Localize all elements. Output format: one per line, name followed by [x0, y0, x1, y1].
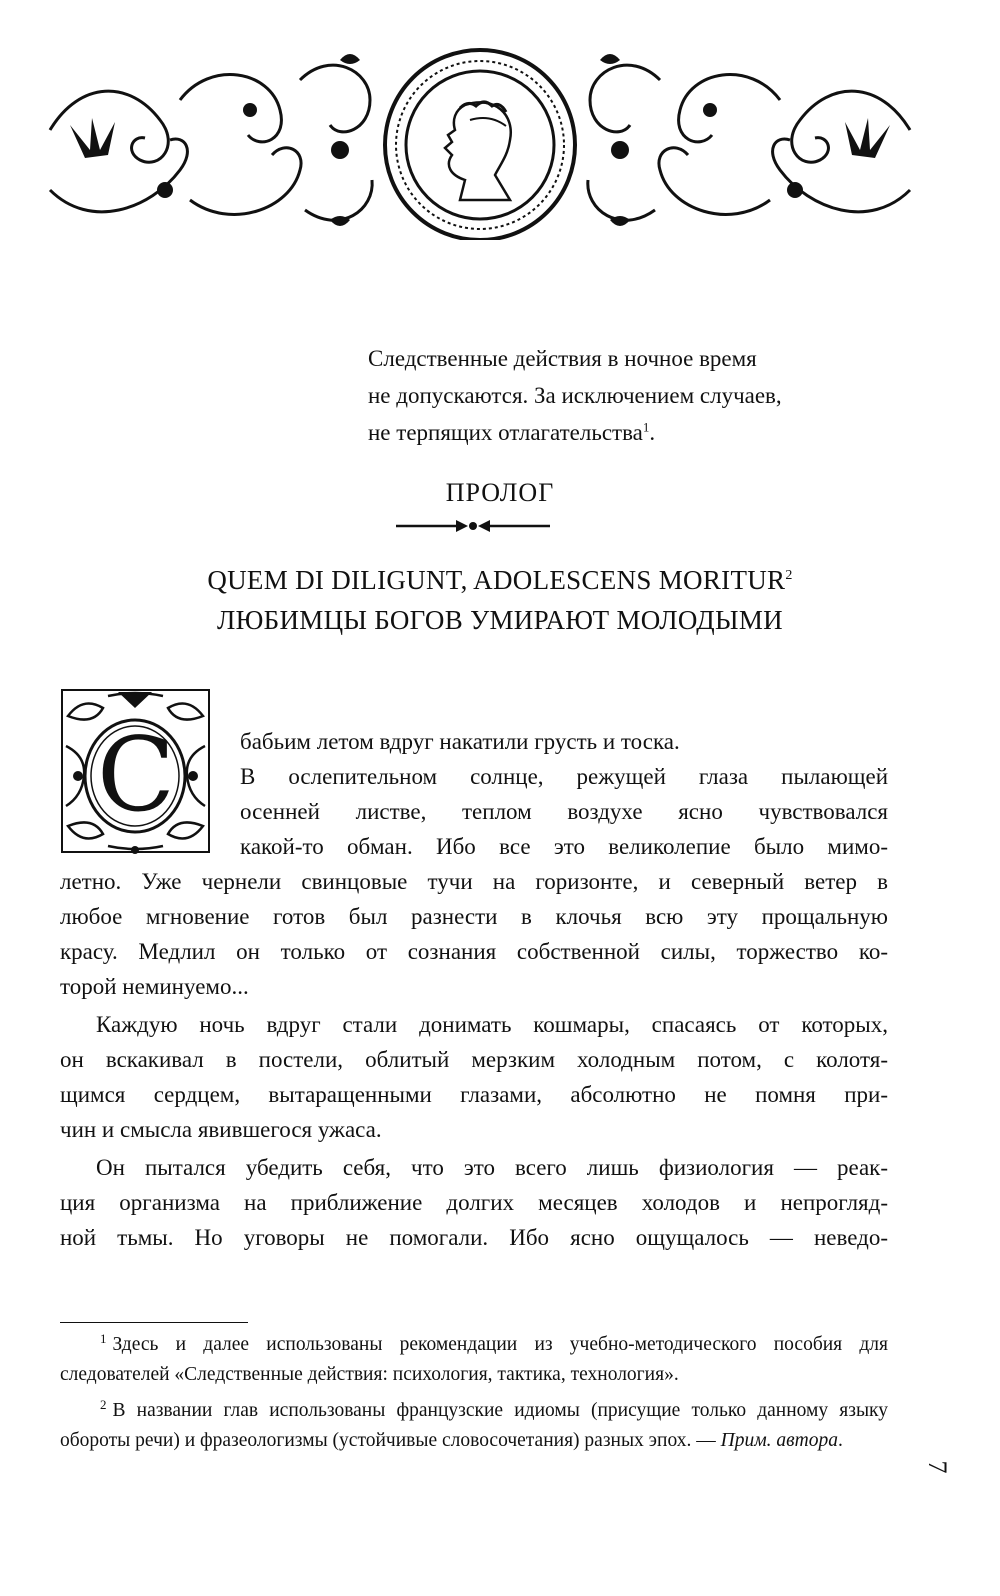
- body-line: щимся сердцем, вытаращенными глазами, абсолютно не помня при-: [60, 1082, 888, 1107]
- footnote-mark[interactable]: 2: [785, 568, 793, 583]
- chapter-title-russian: ЛЮБИМЦЫ БОГОВ УМИРАЮТ МОЛОДЫМИ: [217, 605, 783, 635]
- epigraph-line: не допускаются. За исключением случаев,: [368, 383, 782, 408]
- arrow-divider-icon: [396, 518, 550, 534]
- footnote-mark[interactable]: 1: [642, 419, 650, 435]
- body-line: какой-то обман. Ибо все это великолепие было мимо-: [240, 834, 888, 859]
- body-line: ной тьмы. Но уговоры не помогали. Ибо ясно ощущалось — неведо-: [60, 1225, 888, 1250]
- body-line: чин и смысла явившегося ужаса.: [60, 1117, 382, 1142]
- body-line: осенней листве, теплом воздухе ясно чувствовался: [240, 799, 888, 824]
- footnotes: [60, 1330, 888, 1462]
- epigraph-line: Следственные действия в ночное время: [368, 346, 757, 371]
- prologue-title: ПРОЛОГ: [445, 478, 555, 507]
- ornamental-headpiece-icon: [40, 40, 920, 240]
- body-line: красу. Медлил он только от сознания собственной силы, торжество ко-: [60, 939, 888, 964]
- body-line: Каждую ночь вдруг стали донимать кошмары, спасаясь от которых,: [96, 1012, 888, 1037]
- epigraph: [368, 340, 890, 451]
- footnote-1: $^1$ Здесь и далее использованы рекомендации из учебно-методического пособия для следователей «Следственные действия: психология, тактика, технология».: [60, 1330, 888, 1385]
- body-line: он вскакивал в постели, облитый мерзким холодным потом, с колотя-: [60, 1047, 888, 1072]
- drop-cap-letter: С: [96, 716, 176, 835]
- body-line: В ослепительном солнце, режущей глаза пылающей: [240, 764, 888, 789]
- footnote-2: $^2$ В названии глав использованы французские идиомы (присущие только данному языку обороты речи) и фразеологизмы (устойчивые словосочетания) разных эпох. — Прим. автора.: [60, 1396, 888, 1451]
- drop-cap: [58, 686, 213, 856]
- body-line: Он пытался убедить себя, что это всего лишь физиология — реак-: [96, 1155, 888, 1180]
- body-line: ция организма на приближение долгих месяцев холодов и непрогляд-: [60, 1190, 888, 1215]
- body-line: бабьим летом вдруг накатили грусть и тоска.: [240, 729, 680, 754]
- epigraph-line: не терпящих отлагательства$^1$.: [368, 419, 656, 445]
- footnote-rule: [60, 1322, 248, 1323]
- body-line: летно. Уже чернели свинцовые тучи на горизонте, и северный ветер в: [60, 869, 888, 894]
- chapter-title-latin: QUEM DI DILIGUNT, ADOLESCENS MORITUR$^2$: [207, 565, 793, 595]
- chapter-title: [60, 560, 940, 640]
- page-number: 7: [923, 1460, 952, 1474]
- body-line: любое мгновение готов был разнести в клочья всю эту прощальную: [60, 904, 888, 929]
- body-line: торой неминуемо...: [60, 974, 249, 999]
